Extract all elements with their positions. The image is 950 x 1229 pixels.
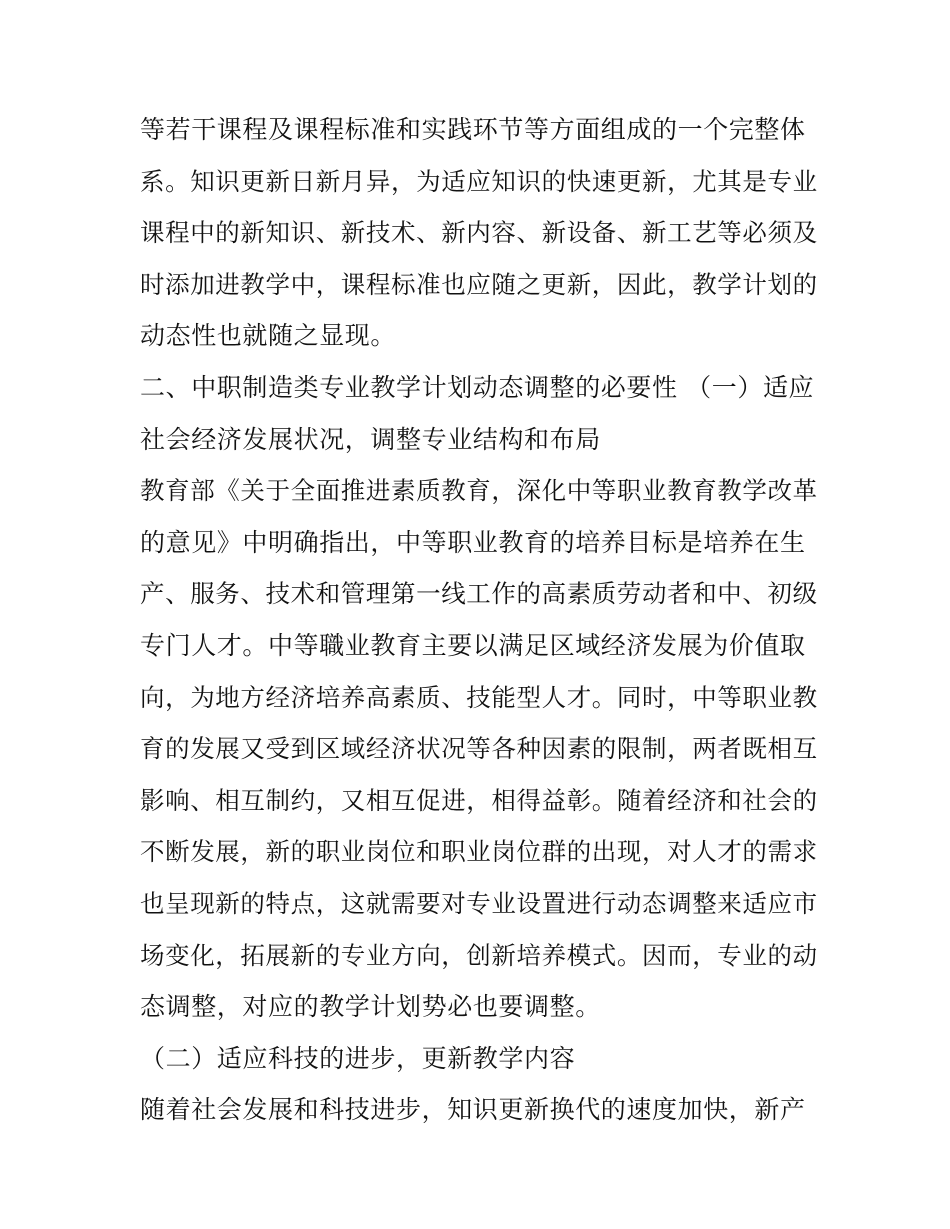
text-line: 不断发展，新的职业岗位和职业岗位群的出现，对人才的需求 (140, 837, 818, 867)
text-line: 育的发展又受到区域经济状况等各种因素的限制，两者既相互 (140, 734, 818, 764)
text-line: 专门人才。中等職业教育主要以满足区域经济发展为价值取 (140, 630, 806, 660)
text-line: 影响、相互制约，又相互促进，相得益彰。随着经济和社会的 (140, 785, 818, 815)
text-line: 系。知识更新日新月异，为适应知识的快速更新，尤其是专业 (140, 166, 818, 196)
text-line: 动态性也就随之显现。 (140, 321, 397, 351)
text-line: 也呈现新的特点，这就需要对专业设置进行动态调整来适应市 (140, 888, 818, 918)
section-heading: （二）适应科技的进步，更新教学内容 (140, 1043, 576, 1073)
text-line: 时添加进教学中，课程标准也应随之更新，因此，教学计划的 (140, 269, 818, 299)
document-body (140, 104, 820, 1136)
text-line: 随着社会发展和科技进步，知识更新换代的速度加快，新产 (140, 1095, 806, 1125)
text-line: 的意见》中明确指出，中等职业教育的培养目标是培养在生 (140, 527, 806, 557)
text-line: 等若干课程及课程标准和实践环节等方面组成的一个完整体 (140, 115, 806, 144)
text-line: 向，为地方经济培养高素质、技能型人才。同时，中等职业教 (140, 682, 818, 712)
text-line: 场变化，拓展新的专业方向，创新培养模式。因而，专业的动 (140, 940, 818, 970)
section-heading: 社会经济发展状况，调整专业结构和布局 (140, 424, 601, 454)
text-line: 产、服务、技术和管理第一线工作的高素质劳动者和中、初级 (140, 579, 818, 609)
text-line: 态调整，对应的教学计划势必也要调整。 (140, 992, 601, 1022)
text-line: 课程中的新知识、新技术、新内容、新设备、新工艺等必须及 (140, 218, 818, 248)
section-heading: 二、中职制造类专业教学计划动态调整的必要性 （一）适应 (140, 372, 815, 402)
text-line: 教育部《关于全面推进素质教育，深化中等职业教育教学改革 (140, 476, 818, 506)
